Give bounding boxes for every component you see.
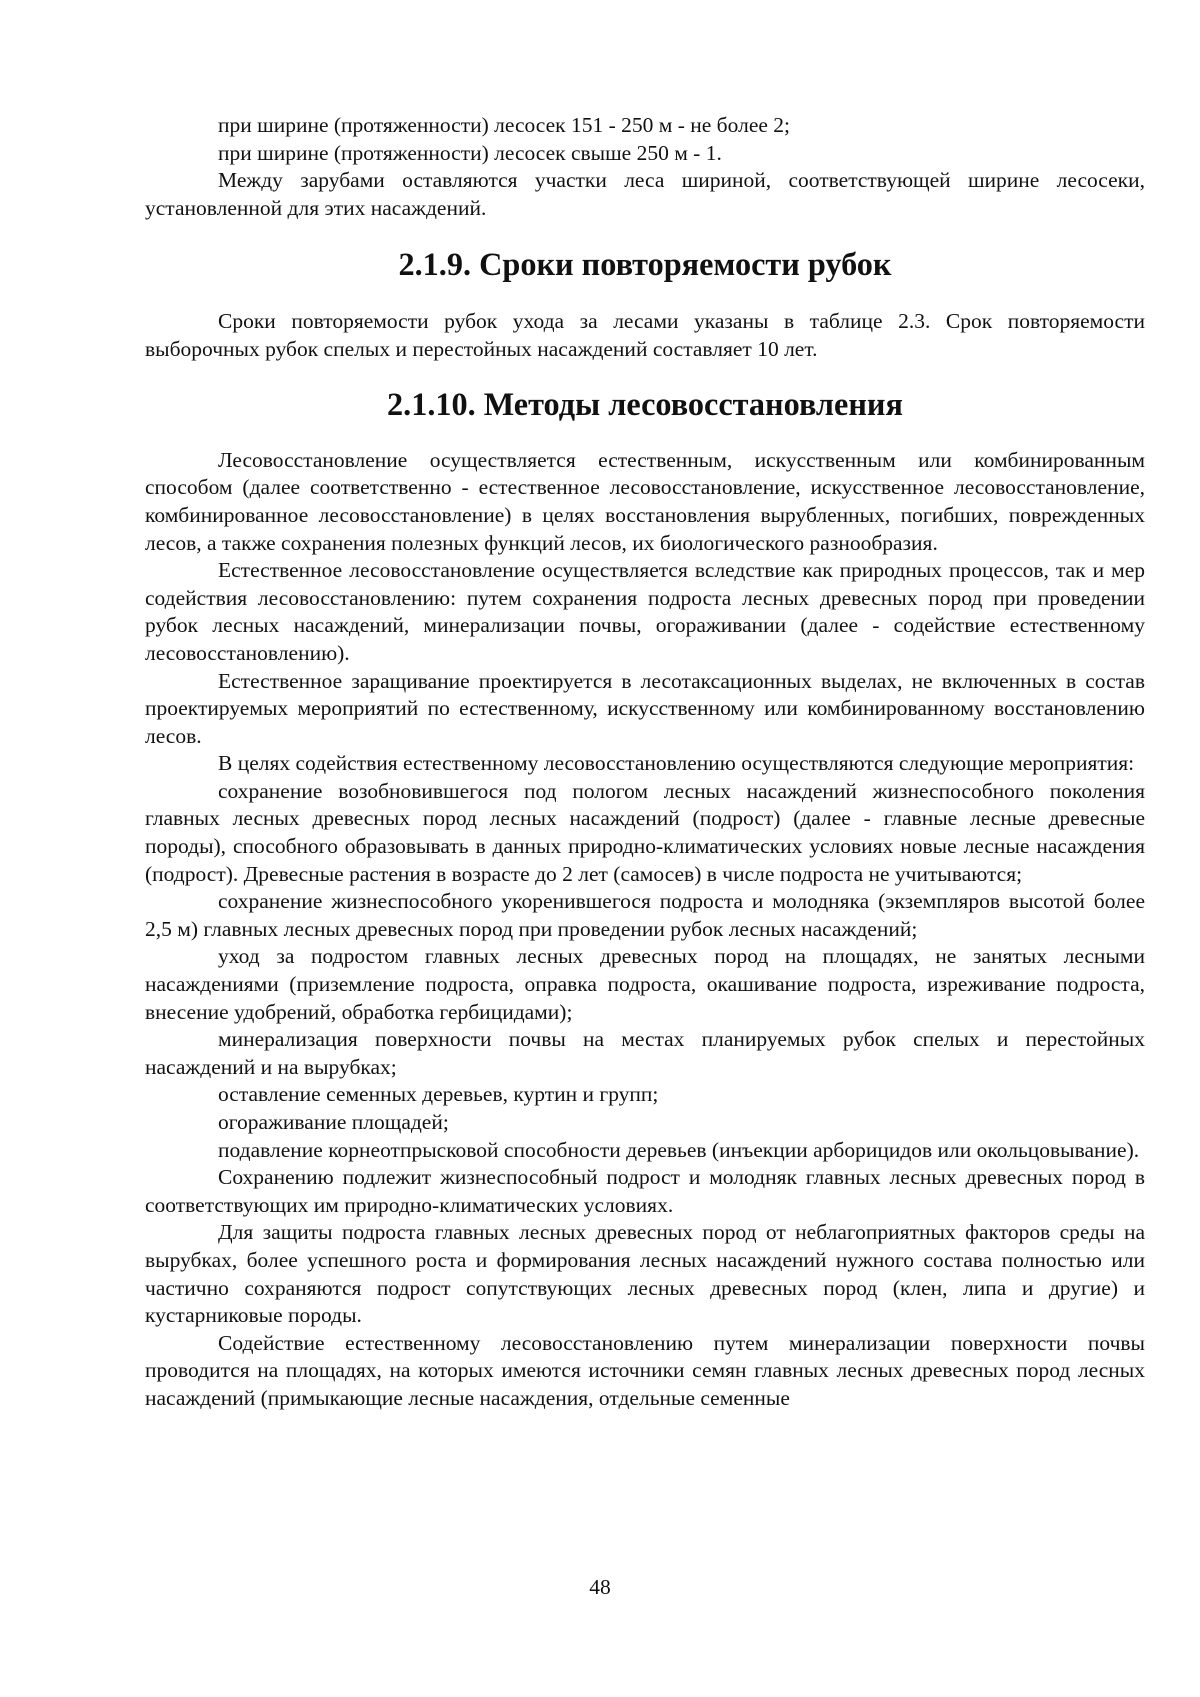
measure-item-5: оставление семенных деревьев, куртин и групп;	[218, 1082, 659, 1107]
section-2-1-10-paragraph-13: Для защиты подроста главных лесных древесных пород от неблагоприятных факторов среды на вырубках, более успешного роста и формирования лесных насаждений нужного состава полностью или частично сохраняются подрост сопутствующих лесных древесных пород (клен, липа и другие) и кустарниковые породы.	[145, 1220, 1145, 1328]
page-number: 48	[589, 1575, 611, 1599]
intro-paragraph-3: Между зарубами оставляются участки леса шириной, соответствующей ширине лесосеки, установленной для этих насаждений.	[145, 168, 1145, 220]
measure-item-2: сохранение жизнеспособного укоренившегося подроста и молодняка (экземпляров высотой более 2,5 м) главных лесных древесных пород при проведении рубок лесных насаждений;	[145, 889, 1145, 941]
section-2-1-10-paragraph-14: Содействие естественному лесовосстановлению путем минерализации поверхности почвы проводится на площадях, на которых имеются источники семян главных лесных древесных пород лесных насаждений (примыкающие лесные насаждения, отдельные семенные	[145, 1330, 1145, 1410]
intro-line-2: при ширине (протяженности) лесосек свыше 250 м - 1.	[218, 140, 722, 165]
intro-line-1: при ширине (протяженности) лесосек 151 - 250 м - не более 2;	[218, 113, 790, 137]
measure-item-7: подавление корнеотпрысковой способности деревьев (инъекции арборицидов или окольцовывание).	[218, 1137, 1140, 1162]
measure-item-4: минерализация поверхности почвы на местах планируемых рубок спелых и перестойных насаждений и на вырубках;	[145, 1027, 1145, 1079]
section-2-1-10-paragraph-3: Естественное заращивание проектируется в лесотаксационных выделах, не включенных в состав проектируемых мероприятий по естественному, искусственному или комбинированному восстановлению лесов.	[145, 668, 1145, 748]
measure-item-1: сохранение возобновившегося под пологом лесных насаждений жизнеспособного поколения главных лесных древесных пород лесных насаждений (подрост) (далее - главные лесные древесные породы), способного образовывать в данных природно-климатических условиях новые лесные насаждения (подрост). Древесные растения в возрасте до 2 лет (самосев) в числе подроста не учитываются;	[145, 778, 1145, 886]
page-content	[145, 112, 1145, 1413]
section-2-1-10-paragraph-4: В целях содействия естественному лесовосстановлению осуществляются следующие мероприятия:	[218, 751, 1135, 776]
measure-item-6: огораживание площадей;	[218, 1110, 449, 1134]
section-2-1-10-paragraph-12: Сохранению подлежит жизнеспособный подрост и молодняк главных лесных древесных пород в соответствующих им природно-климатических условиях.	[145, 1165, 1145, 1217]
section-2-1-10-paragraph-1: Лесовосстановление осуществляется естественным, искусственным или комбинированным способом (далее соответственно - естественное лесовосстановление, искусственное лесовосстановление, комбинированное лесовосстановление) в целях восстановления вырубленных, погибших, поврежденных лесов, а также сохранения полезных функций лесов, их биологического разнообразия.	[145, 447, 1145, 555]
section-2-1-10-paragraph-2: Естественное лесовосстановление осуществляется вследствие как природных процессов, так и мер содействия лесовосстановлению: путем сохранения подроста лесных древесных пород при проведении рубок лесных насаждений, минерализации почвы, огораживании (далее - содействие естественному лесовосстановлению).	[145, 558, 1145, 665]
section-heading-2-1-10: 2.1.10. Методы лесовосстановления	[387, 386, 903, 423]
section-heading-2-1-9: 2.1.9. Сроки повторяемости рубок	[398, 246, 892, 283]
measure-item-3: уход за подростом главных лесных древесных пород на площадях, не занятых лесными насаждениями (приземление подроста, оправка подроста, окашивание подроста, изреживание подроста, внесение удобрений, обработка гербицидами);	[145, 944, 1145, 1024]
section-2-1-9-paragraph: Сроки повторяемости рубок ухода за лесами указаны в таблице 2.3. Срок повторяемости выборочных рубок спелых и перестойных насаждений составляет 10 лет.	[145, 308, 1145, 361]
